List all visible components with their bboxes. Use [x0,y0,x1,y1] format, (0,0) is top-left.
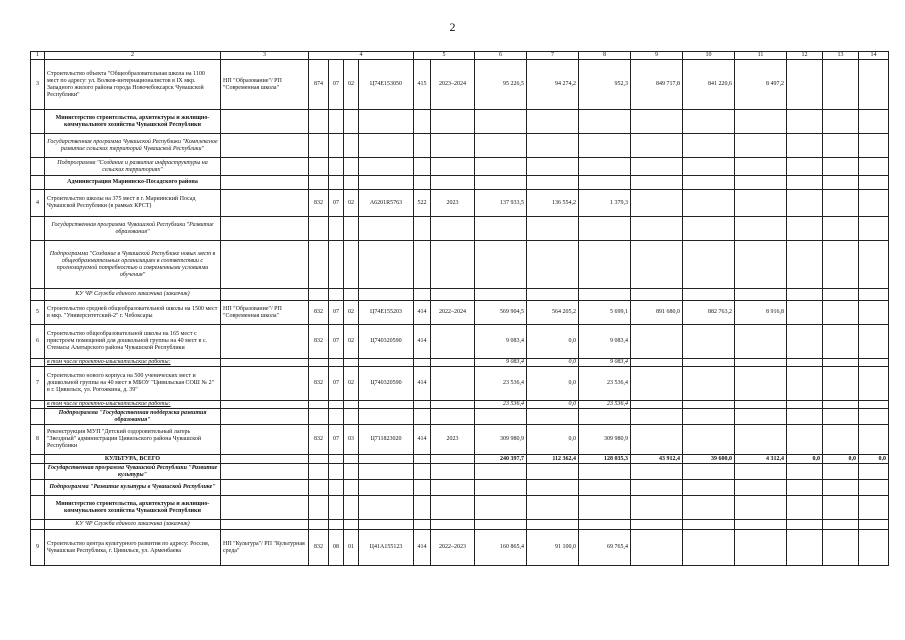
value-cell: 23 536,4 [475,401,527,409]
section-header: Подпрограмма "Развитие культуры в Чувашской Республике" [45,480,221,496]
section-header-row [31,289,889,301]
years: 2023 [431,425,475,455]
cs-code: А6201R5763 [359,190,414,217]
table-row [31,325,889,359]
value-cell: 0,0 [527,367,579,401]
value-cell: 0,0 [527,325,579,359]
value-cell: 9 083,4 [579,325,631,359]
header-cell: 9 [631,52,683,60]
section-header: Подпрограмма "Создание и развитие инфраструктуры на сельских территориях" [45,158,221,176]
vr-code: 522 [414,190,431,217]
value-cell: 160 865,4 [475,530,527,566]
value-cell: 128 035,3 [579,455,631,464]
header-cell: 3 [221,52,309,60]
gr-code: 832 [309,325,329,359]
pr-code: 02 [344,60,359,110]
cs-code: Ц740320590 [359,367,414,401]
section-header-row [31,217,889,241]
object-name: Строительство объекта "Общеобразовательная школа на 1100 мест по адресу: ул. Волков-интернационалистов в IX мкр. Западного жилого района города Новочебоксарск Чувашской Республики" [45,60,221,110]
value-cell: 952,3 [579,60,631,110]
table-row [31,60,889,110]
row-number: 7 [31,367,45,401]
value-cell: 569 904,5 [475,301,527,325]
pr-code: 02 [344,367,359,401]
pr-code: 02 [344,301,359,325]
section-header-row [31,464,889,480]
header-cell: 10 [683,52,735,60]
section-header-row [31,176,889,190]
row-number: 4 [31,190,45,217]
object-name: Строительство нового корпуса на 500 ученических мест и дошкольной группы на 40 мест в МБОУ "Цивильская СОШ № 2" в г. Цивильск, ул. Рогожкина, д. 39" [45,367,221,401]
header-cell: 13 [823,52,859,60]
section-header: КУ ЧР Служба единого заказчика (заказчик) [45,520,221,530]
row-number: 8 [31,425,45,455]
section-header: Государственная программа Чувашской Республики "Развитие образования" [45,217,221,241]
row-number: 6 [31,325,45,359]
value-cell: 9 083,4 [475,325,527,359]
section-header-row [31,520,889,530]
value-cell: 309 980,9 [475,425,527,455]
value-cell: 0,0 [527,401,579,409]
years: 2022–2023 [431,530,475,566]
value-cell: 891 680,0 [631,301,683,325]
value-cell: 240 397,7 [475,455,527,464]
value-cell: 8 916,8 [735,301,787,325]
section-header-row [31,409,889,425]
years: 2022–2024 [431,301,475,325]
cs-code: Ц74Е155203 [359,301,414,325]
value-cell: 112 362,4 [527,455,579,464]
value-cell: 0,0 [527,425,579,455]
investment-table [30,51,889,566]
row-number: 3 [31,60,45,110]
table-row [31,367,889,401]
rz-code: 07 [329,367,344,401]
value-cell: 9 083,4 [475,359,527,367]
header-cell: 1 [31,52,45,60]
cs-code: Ц41А155123 [359,530,414,566]
pr-code: 03 [344,425,359,455]
value-cell: 69 765,4 [579,530,631,566]
program-name: НП "Культура"/ РП "Культурная среда" [221,530,309,566]
pr-code: 02 [344,190,359,217]
table-row [31,530,889,566]
years: 2023–2024 [431,60,475,110]
table-row-subtotal [31,359,889,367]
gr-code: 832 [309,367,329,401]
gr-code: 874 [309,60,329,110]
vr-code: 415 [414,60,431,110]
pr-code: 02 [344,325,359,359]
rz-code: 07 [329,301,344,325]
cs-code: Ц711823020 [359,425,414,455]
header-cell: 6 [475,52,527,60]
value-cell: 5 699,1 [579,301,631,325]
gr-code: 832 [309,190,329,217]
section-header: Государственная программа Чувашской Республики "Комплексное развитие сельских территорий Чувашской Республики" [45,134,221,158]
rz-code: 07 [329,60,344,110]
value-cell: 9 083,4 [579,359,631,367]
culture-total-row [31,455,889,464]
section-header-row [31,480,889,496]
value-cell: 882 763,2 [683,301,735,325]
value-cell: 309 980,9 [579,425,631,455]
value-cell: 94 274,2 [527,60,579,110]
gr-code: 832 [309,425,329,455]
value-cell: 849 717,8 [631,60,683,110]
program-name: НП "Образование"/ РП "Современная школа" [221,301,309,325]
value-cell: 137 933,5 [475,190,527,217]
rz-code: 08 [329,530,344,566]
value-cell: 23 536,4 [475,367,527,401]
value-cell: 95 226,5 [475,60,527,110]
table-row [31,190,889,217]
value-cell: 0,0 [859,455,889,464]
rz-code: 07 [329,190,344,217]
header-row [31,52,889,60]
gr-code: 832 [309,530,329,566]
pr-code: 01 [344,530,359,566]
section-header-row [31,241,889,289]
value-cell: 0,0 [823,455,859,464]
value-cell: 564 205,2 [527,301,579,325]
header-cell: 4 [309,52,414,60]
header-cell: 12 [787,52,823,60]
section-header-row [31,134,889,158]
section-header: Министерство строительства, архитектуры и жилищно-коммунального хозяйства Чувашской Республики [45,110,221,134]
vr-code: 414 [414,367,431,401]
object-name: Реконструкция МУП "Детский оздоровительный лагерь "Звездный" администрации Цивильского района Чувашской Республики [45,425,221,455]
section-header-row [31,158,889,176]
subtotal-label: в том числе проектно-изыскательские работы: [45,401,221,409]
value-cell: 136 554,2 [527,190,579,217]
page-number: 2 [449,20,456,34]
header-cell: 14 [859,52,889,60]
years: 2023 [431,190,475,217]
object-name: Строительство школы на 375 мест в г. Мариинский Посад Чувашской Республики (в рамках КРСТ) [45,190,221,217]
value-cell: 0,0 [527,359,579,367]
culture-total-label: КУЛЬТУРА, ВСЕГО [45,455,221,464]
section-header-row [31,496,889,520]
gr-code: 832 [309,301,329,325]
section-header: Подпрограмма "Государственная поддержка развития образования" [45,409,221,425]
object-name: Строительство центра культурного развития по адресу: Россия, Чувашская Республика, г. Цивильск, ул. Арменбаева [45,530,221,566]
value-cell: 8 497,2 [735,60,787,110]
table-row [31,425,889,455]
rz-code: 07 [329,425,344,455]
value-cell: 841 220,6 [683,60,735,110]
program-name: НП "Образование"/ РП "Современная школа" [221,60,309,110]
value-cell: 39 600,0 [683,455,735,464]
section-header: Администрация Мариинско-Посадского района [45,176,221,190]
value-cell: 0,0 [787,455,823,464]
object-name: Строительство средней общеобразовательной школы на 1500 мест в мкр. "Университетский-2" г. Чебоксары [45,301,221,325]
table-row [31,301,889,325]
value-cell: 23 536,4 [579,367,631,401]
header-cell: 11 [735,52,787,60]
cs-code: Ц74Е153050 [359,60,414,110]
vr-code: 414 [414,301,431,325]
header-cell: 8 [579,52,631,60]
value-cell: 91 100,0 [527,530,579,566]
value-cell: 23 536,4 [579,401,631,409]
cs-code: Ц740320590 [359,325,414,359]
section-header: КУ ЧР Служба единого заказчика (заказчик) [45,289,221,301]
header-cell: 7 [527,52,579,60]
section-header-row [31,110,889,134]
section-header: Подпрограмма "Создание в Чувашской Республике новых мест в общеобразовательных организациях в соответствии с прогнозируемой потребностью и современными условиями обучения" [45,241,221,289]
row-number: 9 [31,530,45,566]
vr-code: 414 [414,530,431,566]
header-cell: 5 [414,52,475,60]
value-cell: 43 912,4 [631,455,683,464]
section-header: Государственная программа Чувашской Республики "Развитие культуры" [45,464,221,480]
rz-code: 07 [329,325,344,359]
vr-code: 414 [414,325,431,359]
section-header: Министерство строительства, архитектуры и жилищно-коммунального хозяйства Чувашской Республики [45,496,221,520]
value-cell: 4 312,4 [735,455,787,464]
vr-code: 414 [414,425,431,455]
row-number: 5 [31,301,45,325]
object-name: Строительство общеобразовательной школы на 165 мест с пристроем помещений для дошкольной группы на 40 мест в с. Стемасы Алатырского района Чувашской Республики [45,325,221,359]
subtotal-label: в том числе проектно-изыскательские работы: [45,359,221,367]
header-cell: 2 [45,52,221,60]
table-row-subtotal [31,401,889,409]
value-cell: 1 379,3 [579,190,631,217]
